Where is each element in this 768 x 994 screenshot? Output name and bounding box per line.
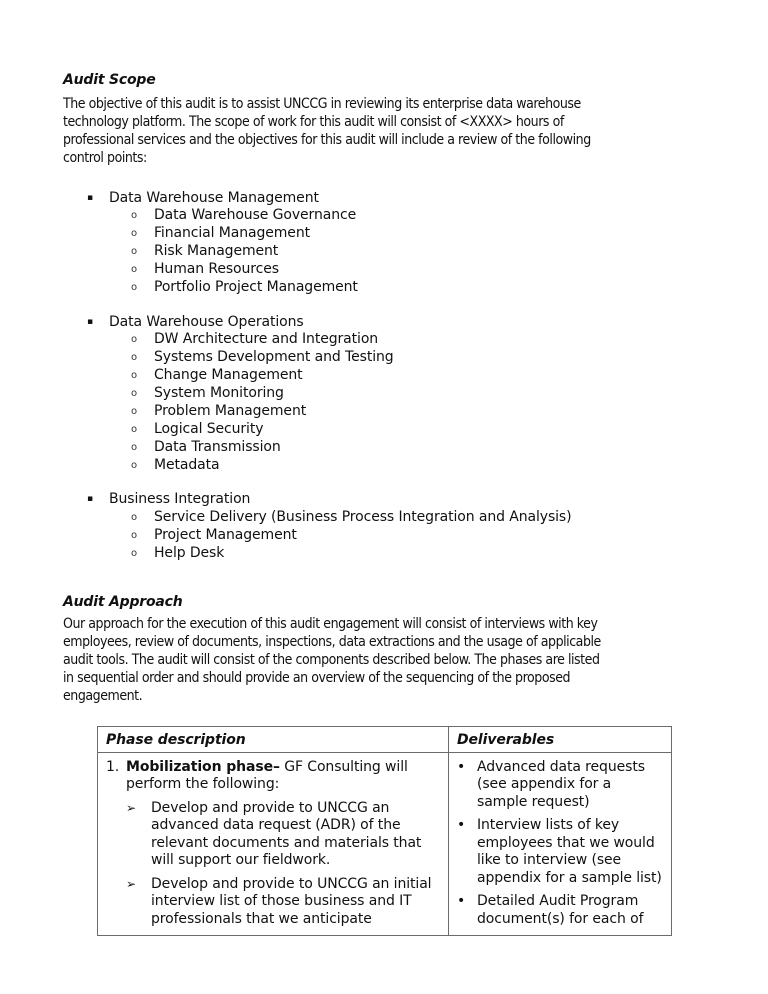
paragraph-line: The objective of this audit is to assist UNCCG in reviewing its enterprise data warehouse — [63, 96, 581, 112]
circle-bullet-icon: o — [131, 210, 138, 221]
bullet-icon: • — [457, 817, 466, 833]
circle-bullet-icon: o — [131, 406, 138, 417]
circle-bullet-icon: o — [131, 388, 138, 399]
circle-bullet-icon: o — [131, 370, 138, 381]
circle-bullet-icon: o — [131, 424, 138, 435]
column-header-phase-description: Phase description — [98, 727, 449, 753]
paragraph-line: Our approach for the execution of this audit engagement will consist of interviews with key — [63, 616, 598, 632]
phase-intro: GF Consulting will perform the following: — [126, 758, 408, 792]
phase-description-cell — [98, 752, 449, 935]
arrow-bullet-icon: ➢ — [126, 800, 136, 815]
square-bullet-icon: ▪ — [87, 494, 93, 504]
document-page: Audit Scope The objective of this audit is to assist UNCCG in reviewing its enterprise data warehouse technology platform. The scope of work for this audit will consist of <XXXX> hours of professional services and the objectives for this audit will include a review of the following control points: ▪ Data Warehouse Management o Data Warehouse Governance o Financial Management o Risk Management o Human Resources o Portfolio Project Management ▪ Data Warehouse Operations o DW Architecture and Integration o Systems Development and Testing o Change Management o System Monitoring o Problem Management o Logical Security o Data Transmission o Metadata ▪ Business Integration o Service Delivery (Business Process Integration and Analysis) o Project Management o Help Desk Audit Approach Our approach for the execution of this audit engagement will consist of interviews with key employees, review of documents, inspections, data extractions and the usage of applicable audit tools. The audit will consist of the components described below. The phases are listed in sequential order and should provide an overview of the sequencing of the proposed engagement. Phase description Deliverables 1. Mobilization phase– GF Consulting will perform the following: ➢ Develop and provide to UNCCG an advanced data request (ADR) of the relevant documents and materials that will support our fieldwork. ➢ Develop and provide to UNCCG an initial interview list of those business and IT professionals that we anticipate • Advanced data requests (see appendix for a sample request) • Interview lists of key employees that we would like to interview (see appendix for a sample list) • Detailed Audit Program document(s) for each of — [0, 0, 768, 994]
paragraph-line: audit tools. The audit will consist of the components described below. The phases are listed — [63, 652, 600, 668]
deliverable-item: • Interview lists of key employees that we would like to interview (see appendix for a sample list) — [457, 817, 662, 886]
circle-bullet-icon: o — [131, 228, 138, 239]
audit-approach-heading: Audit Approach — [63, 594, 183, 610]
audit-scope-paragraph — [63, 95, 723, 167]
circle-bullet-icon: o — [131, 442, 138, 453]
circle-bullet-icon: o — [131, 352, 138, 363]
column-header-deliverables: Deliverables — [449, 727, 672, 753]
audit-approach-paragraph — [63, 615, 723, 705]
deliverable-item: • Detailed Audit Program document(s) for each of — [457, 893, 644, 927]
phase-title — [106, 759, 440, 794]
deliverables-cell — [449, 752, 672, 935]
paragraph-line: technology platform. The scope of work for this audit will consist of <XXXX> hours of — [63, 114, 564, 130]
circle-bullet-icon: o — [131, 512, 138, 523]
circle-bullet-icon: o — [131, 460, 138, 471]
circle-bullet-icon: o — [131, 246, 138, 257]
square-bullet-icon: ▪ — [87, 193, 93, 203]
paragraph-line: engagement. — [63, 688, 143, 704]
circle-bullet-icon: o — [131, 530, 138, 541]
square-bullet-icon: ▪ — [87, 317, 93, 327]
circle-bullet-icon: o — [131, 334, 138, 345]
phase-number: 1. — [106, 758, 120, 775]
audit-scope-heading: Audit Scope — [63, 72, 156, 88]
table-header-row — [98, 727, 672, 753]
bullet-icon: • — [457, 758, 466, 775]
table-row — [98, 752, 672, 935]
phase-sub-item: ➢ Develop and provide to UNCCG an initial interview list of those business and IT professionals that we anticipate — [126, 875, 432, 927]
paragraph-line: control points: — [63, 150, 147, 166]
circle-bullet-icon: o — [131, 282, 138, 293]
circle-bullet-icon: o — [131, 264, 138, 275]
phase-table — [97, 726, 672, 936]
arrow-bullet-icon: ➢ — [126, 876, 136, 891]
phase-sub-item: ➢ Develop and provide to UNCCG an advanced data request (ADR) of the relevant documents and materials that will support our fieldwork. — [126, 799, 422, 868]
paragraph-line: professional services and the objectives for this audit will include a review of the following — [63, 132, 591, 148]
paragraph-line: employees, review of documents, inspections, data extractions and the usage of applicable — [63, 634, 601, 650]
bullet-icon: • — [457, 893, 466, 909]
circle-bullet-icon: o — [131, 548, 138, 559]
deliverable-item: • Advanced data requests (see appendix for a sample request) — [457, 758, 645, 810]
paragraph-line: in sequential order and should provide an overview of the sequencing of the proposed — [63, 670, 571, 686]
phase-name: Mobilization phase– — [126, 758, 280, 775]
